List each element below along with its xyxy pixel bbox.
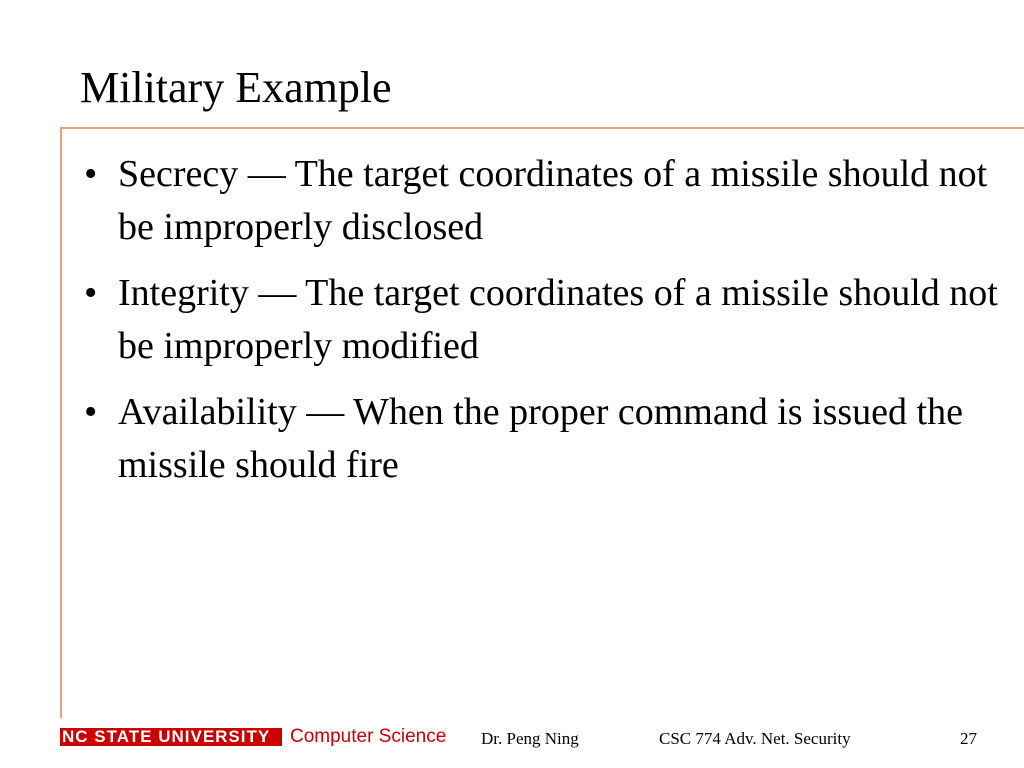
nc-state-logo: NC STATE UNIVERSITY bbox=[60, 728, 282, 746]
presenter-name: Dr. Peng Ning bbox=[481, 729, 579, 748]
course-name: CSC 774 Adv. Net. Security bbox=[659, 729, 851, 748]
bullet-item-availability bbox=[80, 386, 1000, 492]
page-number: 27 bbox=[960, 729, 977, 748]
slide-title: Military Example bbox=[80, 63, 392, 112]
bullet-marker: • bbox=[84, 272, 98, 314]
department-label: Computer Science bbox=[290, 726, 447, 747]
bullet-text: Integrity — The target coordinates of a missile should not be improperly modified bbox=[118, 272, 998, 367]
left-margin-line bbox=[60, 128, 62, 718]
bullet-item-integrity bbox=[80, 267, 1000, 373]
title-divider-line bbox=[60, 127, 1024, 129]
bullet-item-secrecy bbox=[80, 148, 1000, 254]
bullet-marker: • bbox=[84, 153, 98, 195]
slide-footer bbox=[0, 720, 1024, 760]
bullet-text: Secrecy — The target coordinates of a missile should not be improperly disclosed bbox=[118, 153, 988, 248]
bullet-list bbox=[80, 148, 1000, 505]
bullet-marker: • bbox=[84, 391, 98, 433]
bullet-text: Availability — When the proper command is issued the missile should fire bbox=[118, 391, 963, 486]
